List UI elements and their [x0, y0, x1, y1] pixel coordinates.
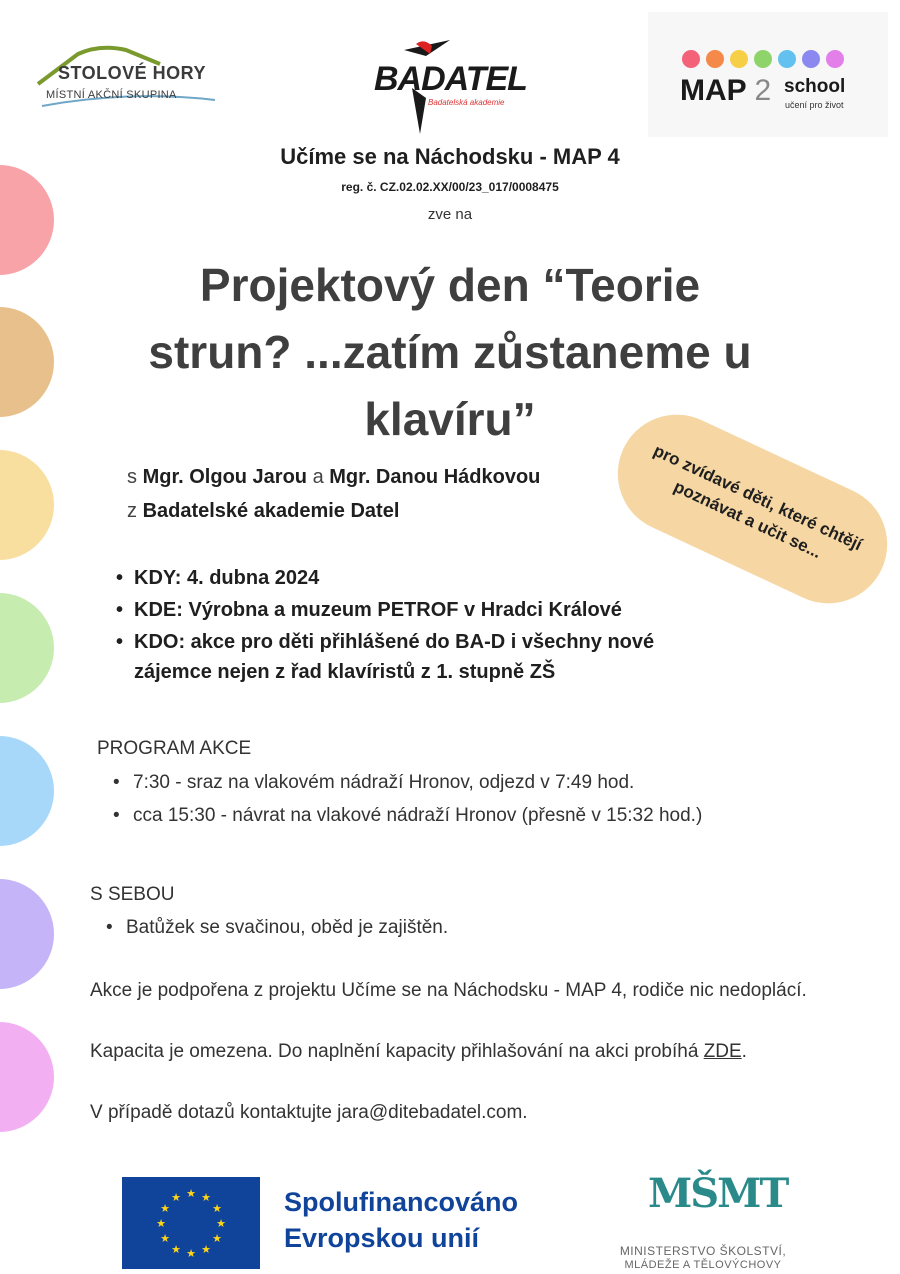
presenters-from: z: [127, 500, 137, 522]
map-two: 2: [754, 74, 772, 107]
eu-star-icon: ★: [156, 1218, 166, 1230]
dot-4: [754, 50, 772, 68]
eu-star-icon: ★: [216, 1218, 226, 1230]
presenters-org: Badatelské akademie Datel: [142, 500, 400, 522]
event-facts: [116, 563, 736, 689]
dot-6: [802, 50, 820, 68]
dot-7: [826, 50, 844, 68]
sebou-title: S SEBOU: [90, 884, 175, 905]
program-item: • 7:30 - sraz na vlakovém nádraží Hronov, odjezd v 7:49 hod.: [107, 766, 857, 799]
program-list: [107, 766, 857, 832]
dot-5: [778, 50, 796, 68]
eu-star-icon: ★: [160, 1203, 170, 1215]
school-word: school: [784, 76, 846, 97]
eu-star-icon: ★: [201, 1192, 211, 1204]
badatel-name: BADATEL: [374, 60, 527, 98]
stolove-hory-brand: STOLOVÉ HORY: [58, 63, 207, 83]
eu-flag: [122, 1177, 260, 1269]
presenters-and: a: [312, 466, 324, 488]
side-circle-green: [0, 593, 54, 703]
side-circle-purple: [0, 879, 54, 989]
presenters-line-1: [127, 460, 540, 494]
fact-where: • KDE: Výrobna a muzeum PETROF v Hradci Králové: [116, 595, 736, 625]
capacity-text: Kapacita je omezena. Do naplnění kapacity přihlašování na akci probíhá: [90, 1041, 699, 1062]
program-section: [97, 738, 857, 832]
dot-3: [730, 50, 748, 68]
map2-text: [680, 74, 771, 108]
eu-star-icon: ★: [212, 1233, 222, 1245]
side-circle-pink: [0, 1022, 54, 1132]
side-circle-blue: [0, 736, 54, 846]
badatel-logo: [360, 38, 527, 138]
sebou-item: • Batůžek se svačinou, oběd je zajištěn.: [100, 912, 850, 944]
eu-star-icon: ★: [171, 1192, 181, 1204]
stolove-hory-logo: [30, 40, 230, 110]
presenter-1: Mgr. Olgou Jarou: [142, 466, 308, 488]
msmt-line-2: MLÁDEŽE A TĚLOVÝCHOVY: [624, 1259, 782, 1271]
fact-who: • KDO: akce pro děti přihlášené do BA-D i všechny nové zájemce nejen z řad klavíristů z 1. stupně ZŠ: [116, 627, 736, 687]
eu-star-icon: ★: [212, 1203, 222, 1215]
dot-1: [682, 50, 700, 68]
sebou-section: [90, 884, 850, 944]
eu-star-icon: ★: [160, 1233, 170, 1245]
map-word: MAP: [680, 74, 747, 107]
eu-star-icon: ★: [186, 1188, 196, 1200]
msmt-mark: MŠMT: [648, 1170, 788, 1217]
capacity-end: .: [741, 1041, 747, 1062]
msmt-line-1: MINISTERSTVO ŠKOLSTVÍ,: [619, 1244, 787, 1258]
side-circle-tan: [0, 307, 54, 417]
side-circle-yellow: [0, 450, 54, 560]
eu-star-icon: ★: [186, 1248, 196, 1260]
registration-number: reg. č. CZ.02.02.XX/00/23_017/0008475: [341, 180, 559, 194]
sebou-list: [100, 912, 850, 944]
eu-star-icon: ★: [171, 1244, 181, 1256]
presenters-line-2: [127, 494, 540, 528]
eu-line-2: Evropskou unií: [284, 1223, 480, 1253]
eu-line-1: Spolufinancováno: [284, 1187, 519, 1217]
fact-when: • KDY: 4. dubna 2024: [116, 563, 736, 593]
msmt-logo: [598, 1168, 808, 1272]
invites-text: zve na: [427, 206, 473, 223]
registration-link[interactable]: ZDE: [703, 1041, 742, 1062]
eu-star-icon: ★: [201, 1244, 211, 1256]
badatel-tag: Badatelská akademie: [428, 98, 505, 107]
eu-cofinanced-text: [284, 1184, 518, 1256]
school-motto: učení pro život: [785, 100, 844, 110]
presenters-prefix: s: [127, 466, 137, 488]
project-title: Učíme se na Náchodsku - MAP 4: [280, 144, 620, 169]
stolove-hory-sub: MÍSTNÍ AKČNÍ SKUPINA: [46, 89, 177, 101]
eu-stars-icon: [122, 1177, 260, 1269]
dot-2: [706, 50, 724, 68]
program-title: PROGRAM AKCE: [97, 738, 252, 759]
badge-text: pro zvídavé děti, které chtějí poznávat a učit se...: [650, 440, 865, 562]
presenters: [127, 460, 540, 528]
headline-line-2: strun? ...zatím zůstaneme u: [148, 326, 752, 378]
program-item: • cca 15:30 - návrat na vlakové nádraží Hronov (přesně v 15:32 hod.): [107, 799, 857, 832]
capacity-note: [90, 1041, 747, 1063]
color-dots: [682, 50, 844, 68]
contact-note: V případě dotazů kontaktujte jara@ditebadatel.com.: [90, 1102, 528, 1123]
map2school-logo: [648, 12, 888, 137]
presenter-2: Mgr. Danou Hádkovou: [329, 466, 541, 488]
headline-line-1: Projektový den “Teorie: [199, 259, 701, 311]
headline-line-3: klavíru”: [364, 393, 536, 445]
support-note: Akce je podpořena z projektu Učíme se na Náchodsku - MAP 4, rodiče nic nedoplácí.: [90, 980, 807, 1001]
